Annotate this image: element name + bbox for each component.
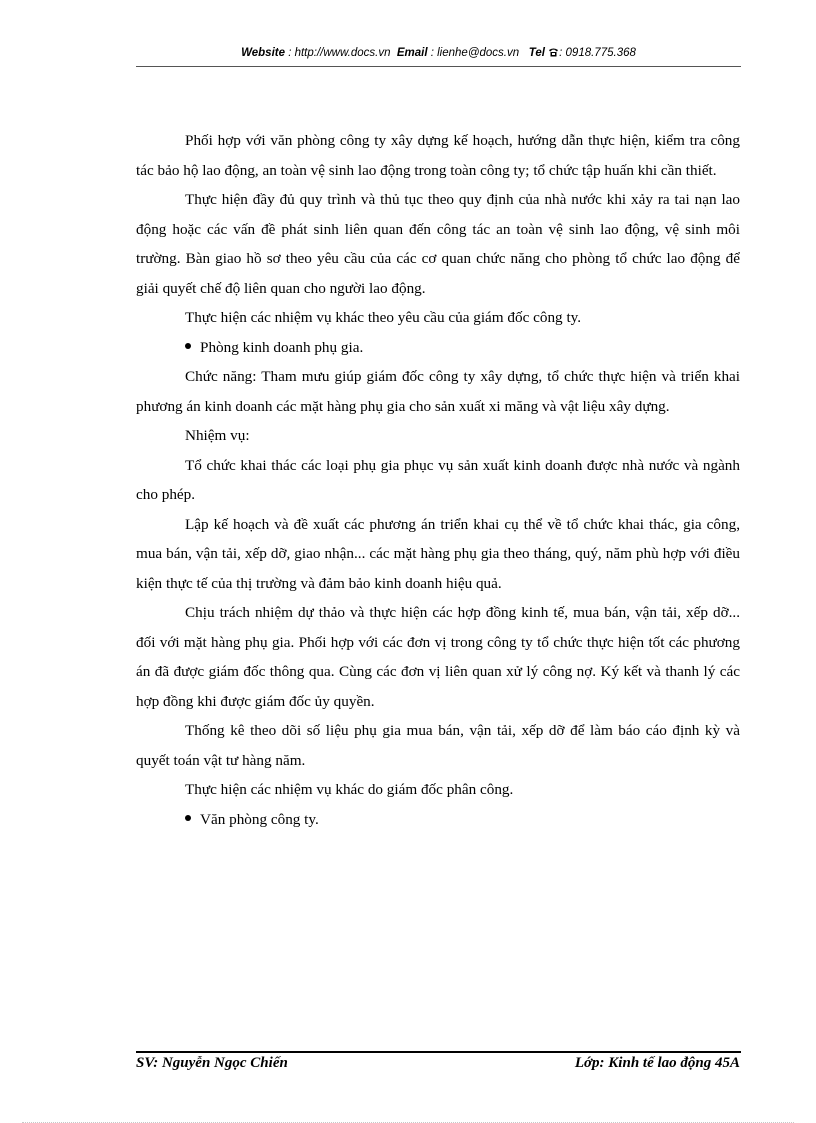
page-header	[136, 47, 741, 65]
footer-divider	[136, 1051, 741, 1053]
bullet-item	[136, 333, 740, 363]
paragraph: Chịu trách nhiệm dự thảo và thực hiện các hợp đồng kinh tế, mua bán, vận tải, xếp dỡ... đối với mặt hàng phụ gia. Phối hợp với các đơn vị trong công ty tổ chức thực hiện tốt các phương án đã được giám đốc thông qua. Cùng các đơn vị liên quan xử lý công nợ. Ký kết và thanh lý các hợp đồng khi được giám đốc ủy quyền.	[136, 604, 740, 710]
bullet-text: Văn phòng công ty.	[200, 810, 319, 828]
paragraph: Tổ chức khai thác các loại phụ gia phục vụ sản xuất kinh doanh được nhà nước và ngành cho phép.	[136, 456, 740, 503]
email-value: : lienhe@docs.vn	[427, 47, 520, 59]
paragraph: Nhiệm vụ:	[185, 427, 250, 444]
website-label: Website	[241, 47, 285, 59]
paragraph: Thực hiện đầy đủ quy trình và thủ tục theo quy định của nhà nước khi xảy ra tai nạn lao động hoặc các vấn đề phát sinh liên quan đến công tác an toàn vệ sinh lao động, vệ sinh môi trường. Bàn giao hồ sơ theo yêu cầu của các cơ quan chức năng cho phòng tổ chức lao động để giải quyết chế độ liên quan cho người lao động.	[136, 191, 740, 297]
footer-class: Lớp: Kinh tế lao động 45A	[574, 1055, 740, 1071]
paragraph: Lập kế hoạch và đề xuất các phương án triển khai cụ thể về tổ chức khai thác, gia công, mua bán, vận tải, xếp dỡ, giao nhận... các mặt hàng phụ gia theo tháng, quý, năm phù hợp với điều kiện thực tế của thị trường và đảm bảo kinh doanh hiệu quả.	[136, 515, 740, 592]
header-divider	[136, 66, 741, 67]
document-body	[136, 126, 740, 834]
bullet-item	[136, 805, 740, 835]
tel-value: : 0918.775.368	[559, 47, 636, 59]
bullet-text: Phòng kinh doanh phụ gia.	[200, 338, 364, 356]
paragraph: Thực hiện các nhiệm vụ khác theo yêu cầu của giám đốc công ty.	[185, 309, 582, 326]
bullet-icon	[185, 343, 191, 349]
paragraph: Thống kê theo dõi số liệu phụ gia mua bán, vận tải, xếp dỡ để làm báo cáo định kỳ và quyết toán vật tư hàng năm.	[136, 722, 740, 769]
tel-label: Tel	[528, 47, 545, 59]
paragraph: Chức năng: Tham mưu giúp giám đốc công ty xây dựng, tổ chức thực hiện và triển khai phương án kinh doanh các mặt hàng phụ gia cho sản xuất xi măng và vật liệu xây dựng.	[136, 368, 740, 415]
telephone-icon	[548, 47, 559, 59]
paragraph: Thực hiện các nhiệm vụ khác do giám đốc phân công.	[185, 781, 514, 798]
footer-student: SV: Nguyễn Ngọc Chiến	[136, 1055, 288, 1071]
email-label: Email	[396, 47, 428, 59]
bullet-icon	[185, 815, 191, 821]
website-value: : http://www.docs.vn	[285, 47, 391, 59]
paragraph: Phối hợp với văn phòng công ty xây dựng kế hoạch, hướng dẫn thực hiện, kiểm tra công tác bảo hộ lao động, an toàn vệ sinh lao động trong toàn công ty; tổ chức tập huấn khi cần thiết.	[136, 132, 740, 179]
